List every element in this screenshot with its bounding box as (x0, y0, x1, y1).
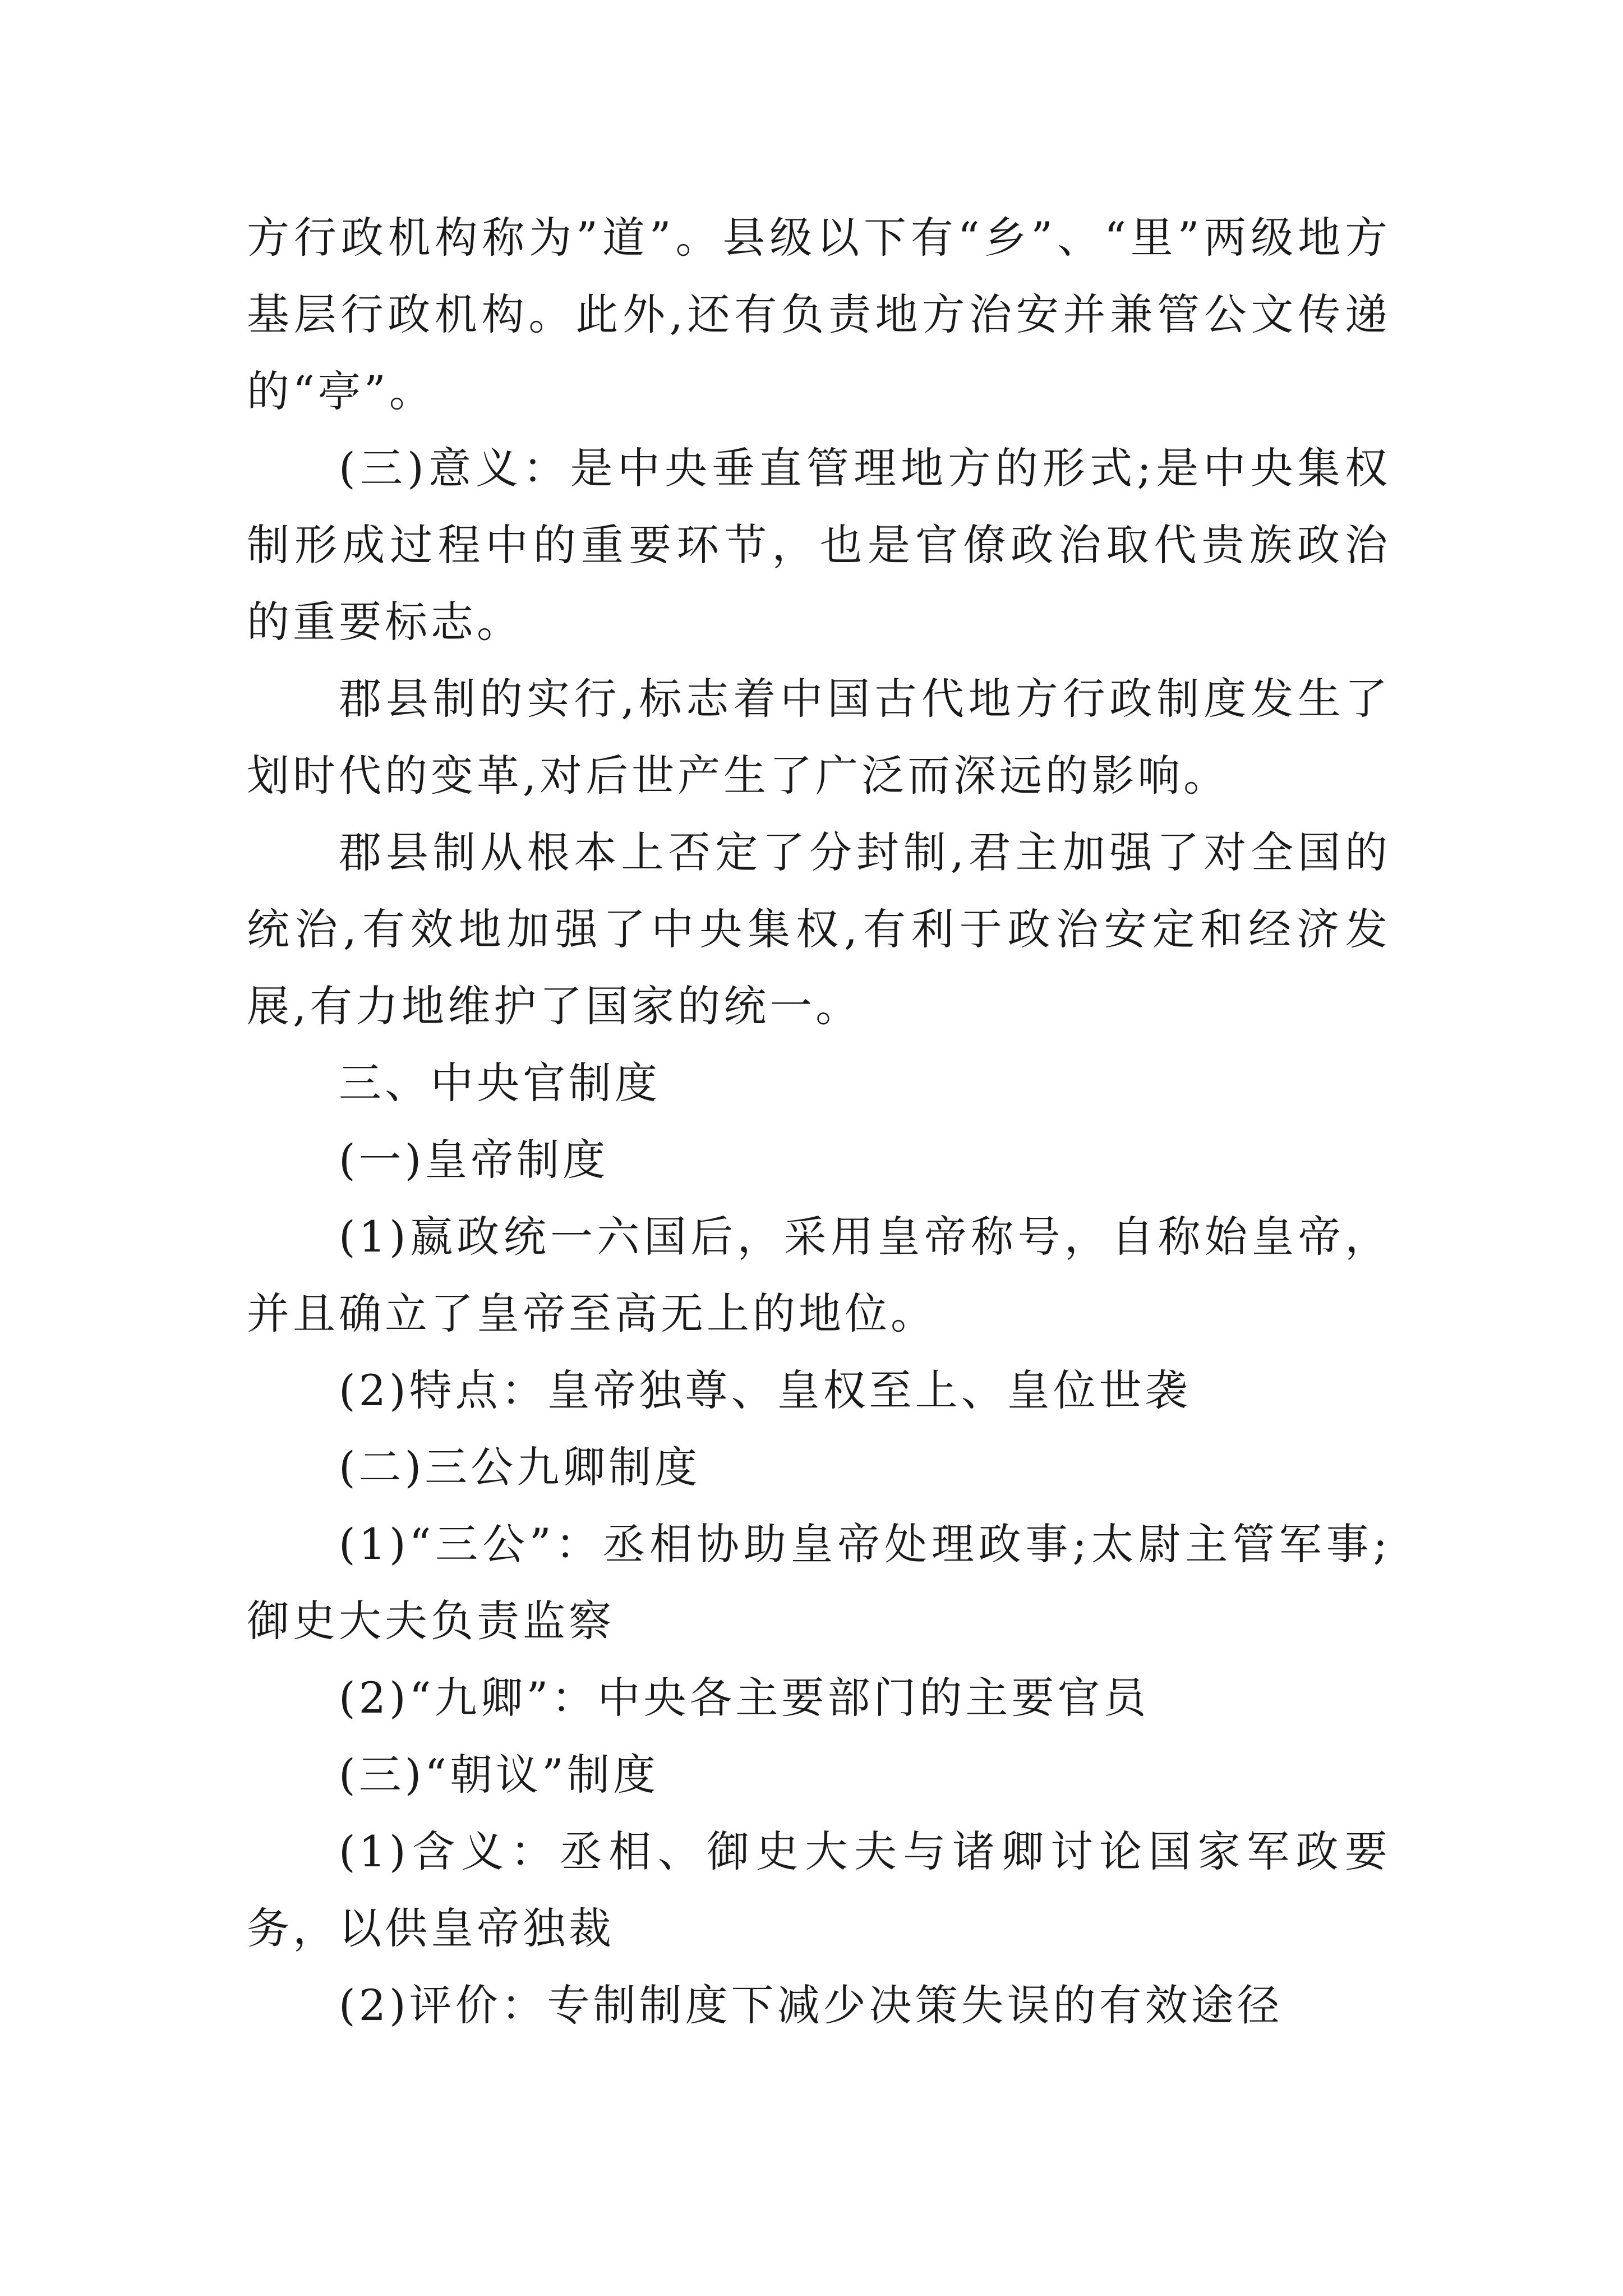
paragraph-continuation: 方行政机构称为”道”。县级以下有“乡”、“里”两级地方基层行政机构。此外,还有负责地方治安并兼管公文传递的“亭”。 (247, 213, 1391, 416)
paragraph-impact: 郡县制的实行,标志着中国古代地方行政制度发生了划时代的变革,对后世产生了广泛而深远的影响。 (247, 674, 1391, 800)
body-text (247, 199, 1391, 2044)
list-item-deliberation-evaluation: (2)评价：专制制度下减少决策失误的有效途径 (339, 1980, 1283, 2030)
paragraph-significance: (三)意义：是中央垂直管理地方的形式;是中央集权制形成过程中的重要环节，也是官僚政治取代贵族政治的重要标志。 (247, 443, 1391, 647)
list-item-three-dukes: (1)“三公”：丞相协助皇帝处理政事;太尉主管军事;御史大夫负责监察 (247, 1519, 1391, 1646)
subheading-court-deliberation: (三)“朝议”制度 (339, 1750, 660, 1800)
section-heading-central-officials: 三、中央官制度 (339, 1058, 661, 1108)
list-item-emperor-2: (2)特点：皇帝独尊、皇权至上、皇位世袭 (339, 1365, 1191, 1415)
list-item-emperor-1: (1)嬴政统一六国后，采用皇帝称号，自称始皇帝，并且确立了皇帝至高无上的地位。 (247, 1212, 1391, 1338)
subheading-three-dukes-nine-ministers: (二)三公九卿制度 (339, 1442, 701, 1492)
subheading-emperor-system: (一)皇帝制度 (339, 1135, 609, 1185)
list-item-deliberation-meaning: (1)含义：丞相、御史大夫与诸卿讨论国家军政要务，以供皇帝独裁 (247, 1826, 1391, 1953)
paragraph-centralization: 郡县制从根本上否定了分封制,君主加强了对全国的统治,有效地加强了中央集权,有利于政治安定和经济发展,有力地维护了国家的统一。 (247, 827, 1391, 1031)
list-item-nine-ministers: (2)“九卿”：中央各主要部门的主要官员 (339, 1673, 1150, 1723)
